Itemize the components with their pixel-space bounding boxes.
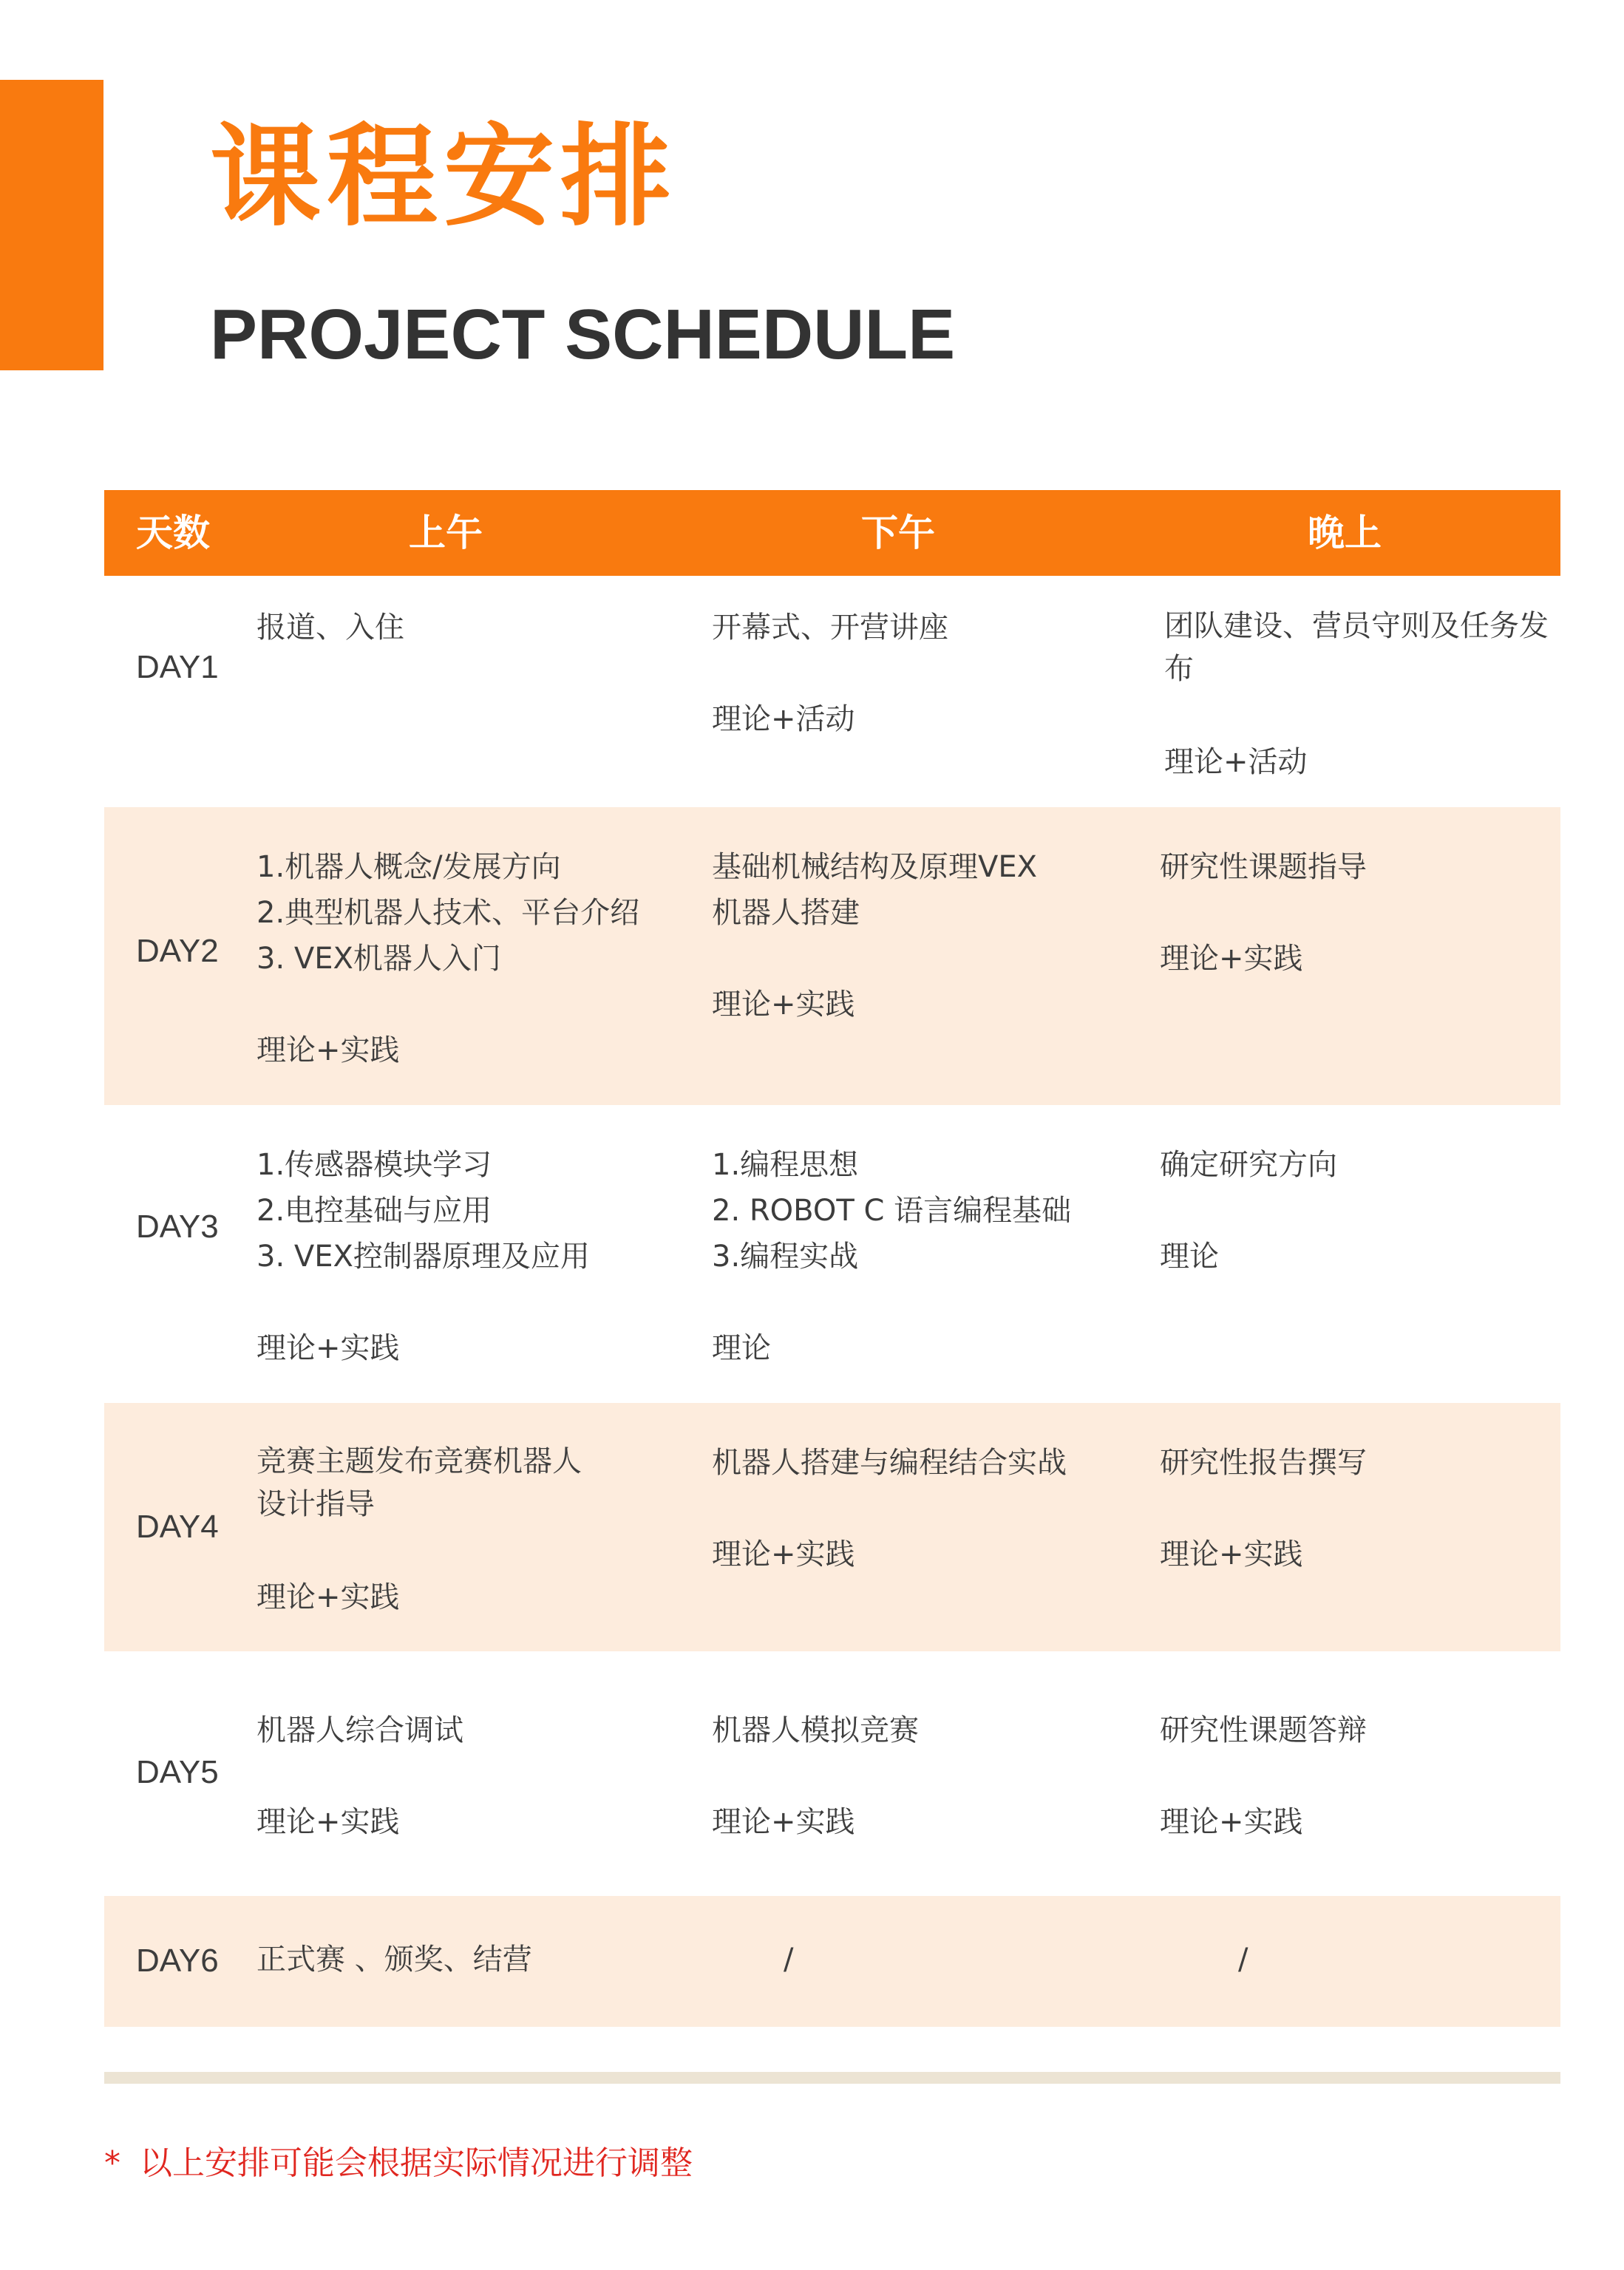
activity-type: 理论	[1160, 1240, 1219, 1274]
activity-type: 理论+活动	[1164, 745, 1308, 779]
footer-divider	[104, 2072, 1560, 2084]
note-asterisk: *	[104, 2144, 120, 2182]
activity-text: 2.电控基础与应用	[256, 1194, 492, 1228]
schedule-table	[104, 490, 1560, 2027]
evening-cell	[1164, 605, 1549, 785]
day-label: DAY6	[136, 1943, 219, 1979]
evening-cell	[1160, 844, 1552, 982]
activity-text: 2.典型机器人技术、平台介绍	[256, 896, 640, 930]
activity-text: 团队建设、营员守则及任务发布	[1164, 609, 1549, 686]
activity-type: 理论	[712, 1331, 771, 1365]
afternoon-cell	[712, 1707, 1126, 1845]
activity-text: 基础机械结构及原理VEX机器人搭建	[712, 850, 1038, 930]
afternoon-cell	[712, 605, 1126, 742]
activity-type: 理论+活动	[712, 702, 855, 736]
morning-cell	[256, 1937, 670, 1982]
activity-type: 理论+实践	[1160, 1537, 1303, 1571]
table-row	[104, 1896, 1560, 2027]
activity-type: 理论+实践	[256, 1580, 400, 1614]
activity-text: 3. VEX机器人入门	[256, 942, 501, 976]
activity-type: 理论+实践	[256, 1033, 400, 1067]
evening-cell	[1160, 1707, 1552, 1845]
afternoon-cell	[712, 844, 1059, 1027]
afternoon-cell	[712, 1142, 1126, 1371]
activity-text: 研究性报告撰写	[1160, 1446, 1367, 1480]
afternoon-cell	[712, 1440, 1126, 1577]
morning-cell	[256, 605, 670, 650]
activity-text: 研究性课题指导	[1160, 850, 1367, 884]
activity-text: 1.机器人概念/发展方向	[256, 850, 561, 884]
activity-type: 理论+实践	[712, 1805, 855, 1839]
morning-cell	[256, 1440, 604, 1620]
activity-type: 理论+实践	[256, 1805, 400, 1839]
accent-bar	[0, 80, 103, 370]
activity-text: 3.编程实战	[712, 1240, 859, 1274]
activity-text: /	[784, 1943, 794, 1977]
page-subtitle: PROJECT SCHEDULE	[210, 295, 956, 374]
table-row	[104, 1403, 1560, 1651]
header-day: 天数	[136, 512, 210, 554]
table-row	[104, 807, 1560, 1105]
day-label: DAY4	[136, 1509, 219, 1545]
evening-cell	[1160, 1142, 1552, 1280]
morning-cell	[256, 1707, 670, 1845]
table-row	[104, 576, 1560, 807]
day-label: DAY2	[136, 933, 219, 969]
header-evening: 晚上	[1308, 512, 1382, 554]
activity-text: 研究性课题答辩	[1160, 1713, 1367, 1747]
activity-type: 理论+实践	[1160, 1805, 1303, 1839]
activity-text: 机器人搭建与编程结合实战	[712, 1446, 1067, 1480]
activity-text: 2. ROBOT C 语言编程基础	[712, 1194, 1072, 1228]
activity-text: 机器人综合调试	[256, 1713, 463, 1747]
note-text: 以上安排可能会根据实际情况进行调整	[140, 2144, 693, 2182]
table-header	[104, 490, 1560, 576]
activity-text: 竞赛主题发布竞赛机器人设计指导	[256, 1444, 582, 1521]
activity-text: 3. VEX控制器原理及应用	[256, 1240, 590, 1274]
schedule-note	[104, 2136, 693, 2184]
activity-text: 报道、入住	[256, 611, 404, 645]
evening-cell	[1160, 1440, 1552, 1577]
activity-text: 机器人模拟竞赛	[712, 1713, 919, 1747]
morning-cell	[256, 844, 670, 1073]
day-label: DAY3	[136, 1209, 219, 1245]
activity-text: 开幕式、开营讲座	[712, 611, 948, 645]
table-row	[104, 1651, 1560, 1896]
page-title: 课程安排	[210, 113, 678, 242]
activity-text: 1.传感器模块学习	[256, 1148, 492, 1182]
activity-text: 正式赛 、颁奖、结营	[256, 1943, 532, 1977]
evening-cell	[1238, 1937, 1248, 1982]
day-label: DAY5	[136, 1754, 219, 1790]
activity-type: 理论+实践	[1160, 942, 1303, 976]
header-morning: 上午	[409, 512, 483, 554]
day-label: DAY1	[136, 649, 219, 685]
activity-text: 确定研究方向	[1160, 1148, 1337, 1182]
afternoon-cell	[784, 1937, 793, 1982]
activity-type: 理论+实践	[712, 1537, 855, 1571]
morning-cell	[256, 1142, 670, 1371]
activity-text: 1.编程思想	[712, 1148, 859, 1182]
table-row	[104, 1105, 1560, 1403]
header-afternoon: 下午	[861, 512, 935, 554]
activity-type: 理论+实践	[712, 988, 855, 1022]
activity-text: /	[1238, 1943, 1248, 1977]
activity-type: 理论+实践	[256, 1331, 400, 1365]
